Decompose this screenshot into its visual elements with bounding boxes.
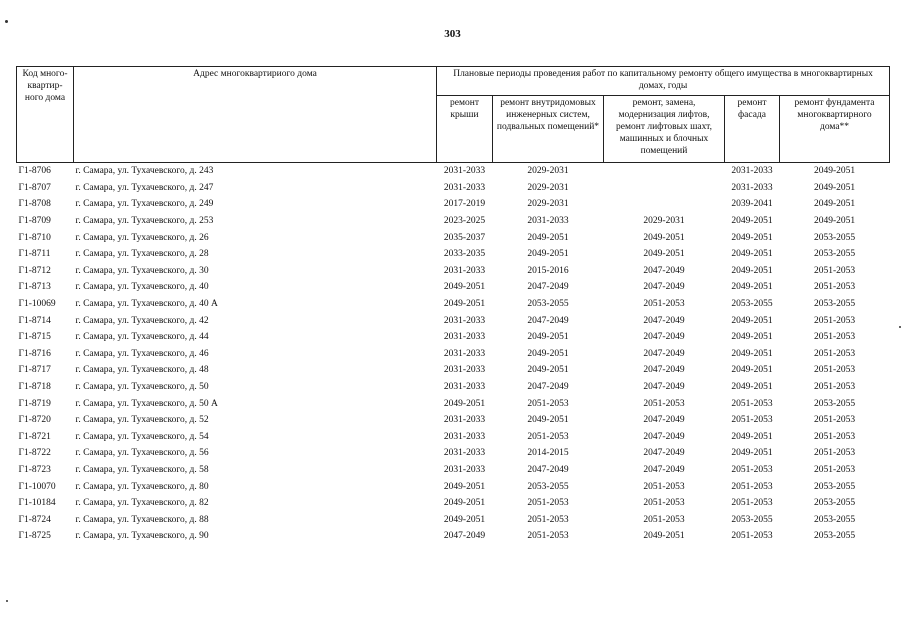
address-cell: г. Самара, ул. Тухачевского, д. 50 А (75, 398, 218, 409)
table-row (17, 213, 890, 230)
house-code-cell: Г1-8716 (18, 348, 51, 359)
table-row (17, 279, 890, 296)
table-row (17, 445, 890, 462)
facade-repair-cell: 2049-2051 (731, 431, 773, 442)
engineering-repair-cell: 2029-2031 (527, 166, 569, 177)
facade-repair-cell: 2049-2051 (731, 265, 773, 276)
facade-repair-cell: 2051-2053 (731, 464, 773, 475)
engineering-repair-cell: 2051-2053 (527, 514, 569, 525)
elevator-repair-cell (604, 163, 725, 180)
table-row (17, 196, 890, 213)
address-cell: г. Самара, ул. Тухачевского, д. 243 (75, 166, 214, 177)
foundation-repair-cell: 2049-2051 (813, 182, 856, 193)
house-code-cell: Г1-8725 (18, 531, 51, 542)
elevator-repair-cell: 2047-2049 (643, 382, 685, 393)
elevator-repair-cell: 2049-2051 (643, 232, 685, 243)
table-row (17, 163, 890, 180)
house-code-cell: Г1-10184 (18, 498, 56, 509)
foundation-repair-cell: 2051-2053 (813, 348, 856, 359)
address-cell: г. Самара, ул. Тухачевского, д. 56 (75, 448, 209, 459)
elevator-repair-cell (604, 196, 725, 213)
address-cell: г. Самара, ул. Тухачевского, д. 46 (75, 348, 209, 359)
repair-schedule-table (16, 66, 890, 545)
address-cell: г. Самара, ул. Тухачевского, д. 58 (75, 464, 209, 475)
header-address: Адрес многоквартириого дома (74, 67, 437, 163)
facade-repair-cell: 2049-2051 (731, 382, 773, 393)
foundation-repair-cell: 2051-2053 (813, 431, 856, 442)
roof-repair-cell: 2031-2033 (443, 464, 486, 475)
header-foundation: ремонт фундамента многоквартирного дома** (780, 96, 890, 163)
house-code-cell: Г1-8721 (18, 431, 51, 442)
table-row (17, 379, 890, 396)
foundation-repair-cell: 2053-2055 (813, 514, 856, 525)
table-body (17, 163, 890, 545)
address-cell: г. Самара, ул. Тухачевского, д. 80 (75, 481, 209, 492)
address-cell: г. Самара, ул. Тухачевского, д. 247 (75, 182, 214, 193)
engineering-repair-cell: 2047-2049 (527, 282, 569, 293)
elevator-repair-cell: 2047-2049 (643, 348, 685, 359)
roof-repair-cell: 2031-2033 (443, 265, 486, 276)
roof-repair-cell: 2031-2033 (443, 348, 486, 359)
address-cell: г. Самара, ул. Тухачевского, д. 30 (75, 265, 209, 276)
table-row (17, 528, 890, 545)
foundation-repair-cell: 2049-2051 (813, 166, 856, 177)
elevator-repair-cell: 2029-2031 (643, 216, 685, 227)
house-code-cell: Г1-8710 (18, 232, 51, 243)
house-code-cell: Г1-8723 (18, 464, 51, 475)
address-cell: г. Самара, ул. Тухачевского, д. 40 А (75, 299, 218, 310)
facade-repair-cell: 2049-2051 (731, 216, 773, 227)
roof-repair-cell: 2031-2033 (443, 182, 486, 193)
engineering-repair-cell: 2015-2016 (527, 265, 569, 276)
header-row-main (17, 67, 890, 96)
facade-repair-cell: 2049-2051 (731, 249, 773, 260)
engineering-repair-cell: 2049-2051 (527, 348, 569, 359)
elevator-repair-cell (604, 180, 725, 197)
facade-repair-cell: 2051-2053 (731, 481, 773, 492)
address-cell: г. Самара, ул. Тухачевского, д. 48 (75, 365, 209, 376)
elevator-repair-cell: 2047-2049 (643, 448, 685, 459)
foundation-repair-cell: 2053-2055 (813, 481, 856, 492)
roof-repair-cell: 2031-2033 (443, 166, 486, 177)
roof-repair-cell: 2031-2033 (443, 332, 486, 343)
facade-repair-cell: 2031-2033 (731, 166, 773, 177)
elevator-repair-cell: 2047-2049 (643, 464, 685, 475)
address-cell: г. Самара, ул. Тухачевского, д. 90 (75, 531, 209, 542)
foundation-repair-cell: 2053-2055 (813, 232, 856, 243)
table-row (17, 429, 890, 446)
elevator-repair-cell: 2047-2049 (643, 365, 685, 376)
house-code-cell: Г1-8711 (18, 249, 51, 260)
engineering-repair-cell: 2049-2051 (527, 365, 569, 376)
roof-repair-cell: 2033-2035 (443, 249, 486, 260)
facade-repair-cell: 2053-2055 (731, 299, 773, 310)
foundation-repair-cell: 2053-2055 (813, 398, 856, 409)
foundation-repair-cell: 2051-2053 (813, 464, 856, 475)
foundation-repair-cell: 2053-2055 (813, 498, 856, 509)
address-cell: г. Самара, ул. Тухачевского, д. 26 (75, 232, 209, 243)
roof-repair-cell: 2031-2033 (443, 382, 486, 393)
foundation-repair-cell: 2051-2053 (813, 382, 856, 393)
facade-repair-cell: 2039-2041 (731, 199, 773, 210)
house-code-cell: Г1-8709 (18, 216, 51, 227)
elevator-repair-cell: 2047-2049 (643, 265, 685, 276)
house-code-cell: Г1-8719 (18, 398, 51, 409)
foundation-repair-cell: 2049-2051 (813, 216, 856, 227)
foundation-repair-cell: 2053-2055 (813, 249, 856, 260)
facade-repair-cell: 2049-2051 (731, 448, 773, 459)
engineering-repair-cell: 2031-2033 (527, 216, 569, 227)
roof-repair-cell: 2031-2033 (443, 365, 486, 376)
house-code-cell: Г1-8707 (18, 182, 51, 193)
facade-repair-cell: 2049-2051 (731, 315, 773, 326)
roof-repair-cell: 2035-2037 (443, 232, 486, 243)
address-cell: г. Самара, ул. Тухачевского, д. 82 (75, 498, 209, 509)
foundation-repair-cell: 2051-2053 (813, 448, 856, 459)
table-row (17, 346, 890, 363)
foundation-repair-cell: 2051-2053 (813, 265, 856, 276)
scan-speck (6, 600, 8, 602)
roof-repair-cell: 2049-2051 (443, 514, 486, 525)
table-row (17, 329, 890, 346)
table-row (17, 511, 890, 528)
house-code-cell: Г1-8713 (18, 282, 51, 293)
engineering-repair-cell: 2051-2053 (527, 531, 569, 542)
foundation-repair-cell: 2049-2051 (813, 199, 856, 210)
table-row (17, 478, 890, 495)
roof-repair-cell: 2047-2049 (443, 531, 486, 542)
table-row (17, 462, 890, 479)
roof-repair-cell: 2031-2033 (443, 415, 486, 426)
roof-repair-cell: 2049-2051 (443, 481, 486, 492)
roof-repair-cell: 2017-2019 (443, 199, 486, 210)
engineering-repair-cell: 2049-2051 (527, 232, 569, 243)
roof-repair-cell: 2031-2033 (443, 448, 486, 459)
header-roof: ремонт крыши (437, 96, 493, 163)
foundation-repair-cell: 2053-2055 (813, 299, 856, 310)
address-cell: г. Самара, ул. Тухачевского, д. 88 (75, 514, 209, 525)
facade-repair-cell: 2031-2033 (731, 182, 773, 193)
roof-repair-cell: 2023-2025 (443, 216, 486, 227)
address-cell: г. Самара, ул. Тухачевского, д. 52 (75, 415, 209, 426)
table-row (17, 263, 890, 280)
address-cell: г. Самара, ул. Тухачевского, д. 42 (75, 315, 209, 326)
table-row (17, 180, 890, 197)
foundation-repair-cell: 2051-2053 (813, 282, 856, 293)
table-row (17, 395, 890, 412)
engineering-repair-cell: 2049-2051 (527, 249, 569, 260)
facade-repair-cell: 2049-2051 (731, 365, 773, 376)
engineering-repair-cell: 2051-2053 (527, 431, 569, 442)
house-code-cell: Г1-8724 (18, 514, 51, 525)
house-code-cell: Г1-8712 (18, 265, 51, 276)
foundation-repair-cell: 2051-2053 (813, 365, 856, 376)
facade-repair-cell: 2049-2051 (731, 348, 773, 359)
foundation-repair-cell: 2051-2053 (813, 315, 856, 326)
facade-repair-cell: 2051-2053 (731, 498, 773, 509)
engineering-repair-cell: 2014-2015 (527, 448, 569, 459)
engineering-repair-cell: 2047-2049 (527, 315, 569, 326)
roof-repair-cell: 2049-2051 (443, 282, 486, 293)
house-code-cell: Г1-8714 (18, 315, 51, 326)
engineering-repair-cell: 2047-2049 (527, 464, 569, 475)
engineering-repair-cell: 2053-2055 (527, 299, 569, 310)
elevator-repair-cell: 2049-2051 (643, 249, 685, 260)
header-periods: Плановые периоды проведения работ по капитальному ремонту общего имущества в многоквартирных домах, годы (437, 67, 890, 96)
elevator-repair-cell: 2047-2049 (643, 332, 685, 343)
scan-speck (5, 20, 8, 23)
page-number: 303 (444, 28, 461, 40)
elevator-repair-cell: 2051-2053 (643, 299, 685, 310)
elevator-repair-cell: 2047-2049 (643, 415, 685, 426)
engineering-repair-cell: 2049-2051 (527, 332, 569, 343)
elevator-repair-cell: 2051-2053 (643, 481, 685, 492)
header-facade: ремонт фасада (725, 96, 780, 163)
roof-repair-cell: 2049-2051 (443, 299, 486, 310)
elevator-repair-cell: 2047-2049 (643, 315, 685, 326)
engineering-repair-cell: 2047-2049 (527, 382, 569, 393)
header-engineering: ремонт внутридомовых инженерных систем, подвальных помещений* (493, 96, 604, 163)
elevator-repair-cell: 2047-2049 (643, 282, 685, 293)
house-code-cell: Г1-10069 (18, 299, 56, 310)
table-row (17, 296, 890, 313)
table-row (17, 229, 890, 246)
house-code-cell: Г1-8715 (18, 332, 51, 343)
facade-repair-cell: 2053-2055 (731, 514, 773, 525)
scan-speck (899, 326, 901, 328)
table-row (17, 495, 890, 512)
table-row (17, 362, 890, 379)
roof-repair-cell: 2049-2051 (443, 498, 486, 509)
house-code-cell: Г1-8706 (18, 166, 51, 177)
roof-repair-cell: 2031-2033 (443, 315, 486, 326)
roof-repair-cell: 2031-2033 (443, 431, 486, 442)
house-code-cell: Г1-8722 (18, 448, 51, 459)
house-code-cell: Г1-8708 (18, 199, 51, 210)
engineering-repair-cell: 2029-2031 (527, 182, 569, 193)
engineering-repair-cell: 2051-2053 (527, 498, 569, 509)
elevator-repair-cell: 2049-2051 (643, 531, 685, 542)
header-elevators: ремонт, замена, модернизация лифтов, ремонт лифтовых шахт, машинных и блочных помещений (604, 96, 725, 163)
address-cell: г. Самара, ул. Тухачевского, д. 28 (75, 249, 209, 260)
header-code: Код много-квартир-ного дома (17, 67, 74, 163)
elevator-repair-cell: 2051-2053 (643, 514, 685, 525)
house-code-cell: Г1-10070 (18, 481, 56, 492)
address-cell: г. Самара, ул. Тухачевского, д. 253 (75, 216, 214, 227)
elevator-repair-cell: 2051-2053 (643, 498, 685, 509)
table-row (17, 246, 890, 263)
address-cell: г. Самара, ул. Тухачевского, д. 40 (75, 282, 209, 293)
facade-repair-cell: 2049-2051 (731, 332, 773, 343)
roof-repair-cell: 2049-2051 (443, 398, 486, 409)
address-cell: г. Самара, ул. Тухачевского, д. 54 (75, 431, 209, 442)
engineering-repair-cell: 2051-2053 (527, 398, 569, 409)
house-code-cell: Г1-8718 (18, 382, 51, 393)
facade-repair-cell: 2049-2051 (731, 282, 773, 293)
table-row (17, 312, 890, 329)
house-code-cell: Г1-8717 (18, 365, 51, 376)
engineering-repair-cell: 2049-2051 (527, 415, 569, 426)
facade-repair-cell: 2051-2053 (731, 531, 773, 542)
house-code-cell: Г1-8720 (18, 415, 51, 426)
table-row (17, 412, 890, 429)
elevator-repair-cell: 2047-2049 (643, 431, 685, 442)
foundation-repair-cell: 2051-2053 (813, 332, 856, 343)
foundation-repair-cell: 2053-2055 (813, 531, 856, 542)
address-cell: г. Самара, ул. Тухачевского, д. 50 (75, 382, 209, 393)
foundation-repair-cell: 2051-2053 (813, 415, 856, 426)
address-cell: г. Самара, ул. Тухачевского, д. 249 (75, 199, 214, 210)
facade-repair-cell: 2051-2053 (731, 398, 773, 409)
engineering-repair-cell: 2053-2055 (527, 481, 569, 492)
engineering-repair-cell: 2029-2031 (527, 199, 569, 210)
facade-repair-cell: 2051-2053 (731, 415, 773, 426)
address-cell: г. Самара, ул. Тухачевского, д. 44 (75, 332, 209, 343)
elevator-repair-cell: 2051-2053 (643, 398, 685, 409)
facade-repair-cell: 2049-2051 (731, 232, 773, 243)
